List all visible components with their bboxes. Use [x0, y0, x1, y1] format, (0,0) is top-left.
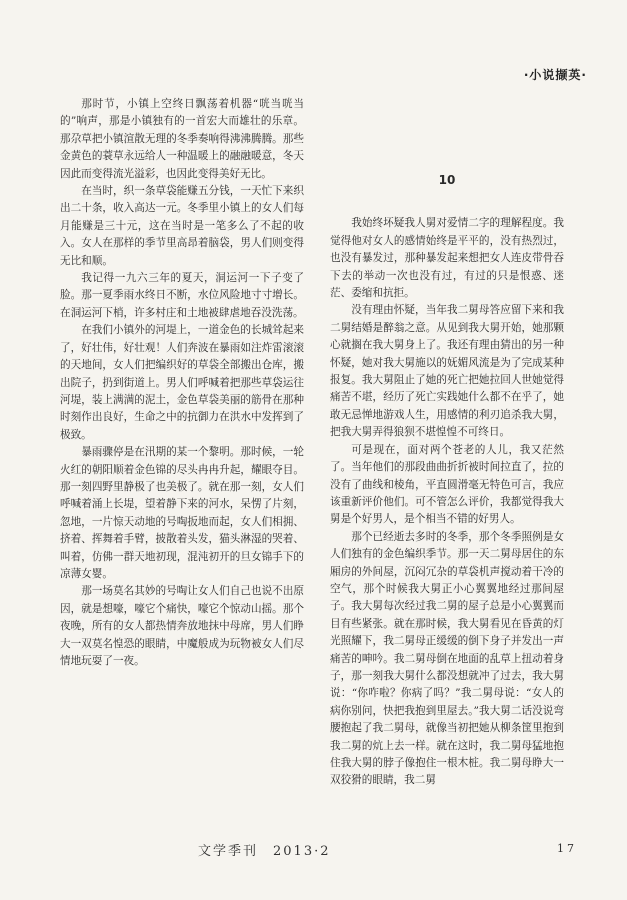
section-tag: ·小说撷英· — [523, 68, 587, 82]
paragraph: 我始终坏疑我人舅对爱情二字的理解程度。我觉得他对女人的感情始终是平平的，没有热烈过，也没有暴发过，那种暴发起来想把女人连皮带骨吞下去的举动一次也没有过，有过的只是恨惑、迷茫、委缩和抗拒。 — [330, 217, 564, 300]
paragraph: 暴雨骤停是在汛期的某一个黎明。那时候，一轮火红的朝阳顺着金色锦的尽头冉冉升起，耀眼夺目。那一刻四野里静极了也美极了。就在那一刻，女人们呼喊着涌上长堤，望着静下来的河水，呆愣了片刻，忽地，一片惊天动地的号啕扳地而起，女人们相拥、挤着、挥舞着手臂，披散着头发，猫头淋湿的哭着、叫着，仿佛一群天地初现，混沌初开的旦女锦手下的凉薄女婴。 — [60, 446, 304, 580]
paragraph: 那时节，小镇上空终日飘荡着机器“咣当咣当的”响声，那是小镇独有的一首宏大而雄壮的乐章。那尕草把小镇渲散无理的冬季奏响得沸沸腾腾。那些金黄色的蓑草永远给人一种温暖上的融融暖意，冬天因此而变得流光溢彩，也因此变得美好无比。 — [60, 98, 304, 180]
right-column — [330, 96, 564, 790]
paragraph: 那个已经逝去多时的冬季，那个冬季照例是女人们独有的金色编织季节。那一天二舅母居住的东厢房的外间屋，沉闷冗杂的草袋机声搅动着干冷的空气，那个时候我大舅正小心翼翼地经过那间屋子。我大舅每次经过我二舅的屋子总是小心翼翼而目有些紧张。就在那时候，我大舅看见在昏黄的灯光照耀下，我二舅母正缓缓的倒下身子并发出一声痛苦的呻吟。我二舅母倒在地面的乱草上扭动着身子，那一刻我大舅什么都没想就冲了过去，我大舅说：“你咋啦？你病了吗？”我二舅母说：“女人的病你别问，快把我抱到里屋去。”我大舅二话没说弯腰抱起了我二舅母，就像当初把她从柳条筐里抱到我二舅的炕上去一样。就在这时，我二舅母猛地抱住我大舅的脖子像抱住一根木桩。我二舅母睁大一双狡猾的眼睛，我二舅 — [330, 530, 564, 787]
paragraph: 在我们小镇外的河堤上，一道金色的长城耸起来了，好壮伟，好壮观！人们奔波在暴雨如注炸雷滚滚的天地间，女人们把编织好的草袋全部搬出仓库，搬出院子，扔到街道上。男人们呼喊着把那些草袋运往河堤，装上满满的泥土，金色草袋美丽的筋骨在那种时刻作出良好，生命之中的抗御力在洪水中发挥到了极致。 — [60, 324, 304, 441]
paragraph: 那一场莫名其妙的号啕让女人们自己也说不出原因，就是想嚎，嚎它个痛快，嚎它个惊动山摇。那个夜晚，所有的女人都热情奔放地抹中母席，男人们睁大一双莫名惶恐的眼睛，中魔般成为玩物被女人们尽情地玩耍了一夜。 — [60, 585, 304, 667]
paragraph: 我记得一九六三年的夏天，洞运河一下子变了脸。那一夏季雨水终日不断，水位风险地寸寸增长。在洞运河下梢，许多村庄和土地被肆虐地吞没洗荡。 — [60, 272, 304, 319]
page-number: 17 — [557, 842, 577, 855]
left-column — [60, 96, 304, 670]
paragraph: 没有理由怀疑，当年我二舅母答应留下来和我二舅结婚是醉翁之意。从见到我大舅开始，她那颗心就搁在我大舅身上了。我还有理由猜出的另一种怀疑，她对我大舅施以的妩媚风流是为了完成某种报复。我大舅阻止了她的死亡把她拉回人世她觉得痛苦不堪，经历了死亡实践她什么都不在乎了，她敢无忌惮地游戏人生，用感情的利刃追杀我大舅，把我大舅弄得狼狈不堪惶惶不可终日。 — [330, 304, 564, 439]
paragraph: 可是现在，面对两个苍老的人儿，我又茫然了。当年他们的那段曲曲折折被时间拉直了，拉的没有了曲线和棱角，平直圆滑毫无特色可言，我应该重新评价他们。可不管怎么评价，我都觉得我大舅是个好男人，是个相当不错的好男人。 — [330, 443, 564, 526]
paragraph: 在当时，织一条草袋能赚五分钱，一天忙下来织出二十条，收入高达一元。冬季里小镇上的女人们每月能赚是三十元，这在当时是一笔多么了不起的收入。女人在那样的季节里高昂着脑袋，男人们则变得无比和顺。 — [60, 185, 304, 267]
journal-footer: 文学季刊 2013·2 — [198, 844, 331, 859]
chapter-number: 10 — [438, 173, 456, 187]
